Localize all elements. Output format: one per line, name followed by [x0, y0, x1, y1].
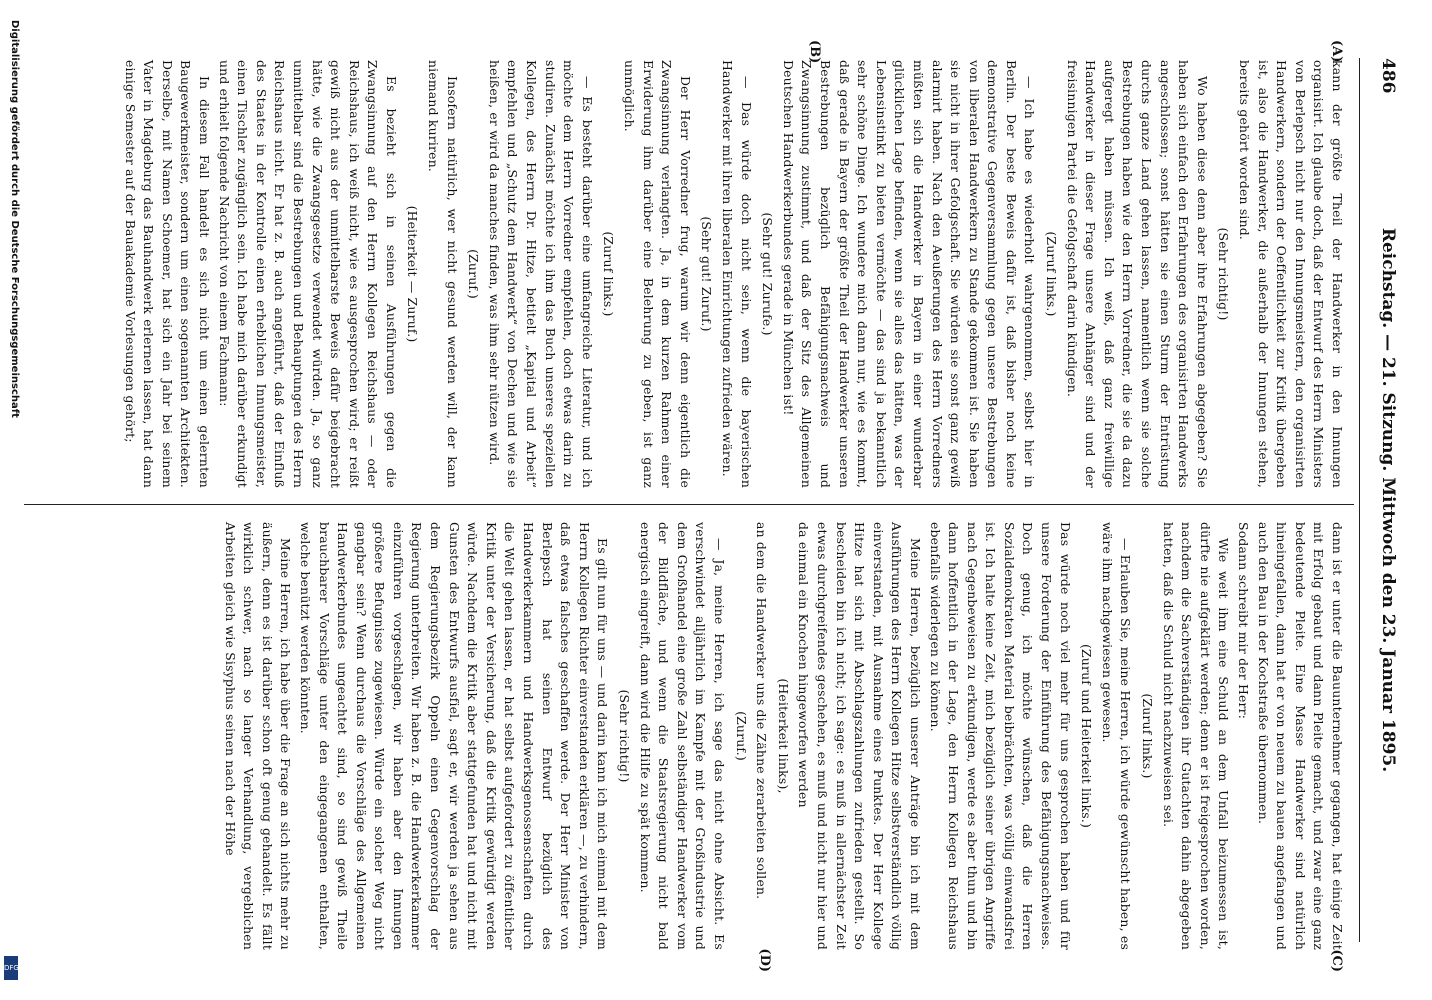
right-column — [20, 522, 1346, 950]
running-head: Reichstag. — 21. Sitzung. Mittwoch den 23. Januar 1895. — [1378, 227, 1398, 773]
paragraph: Sodann schreibt mir der Herr: — [1236, 522, 1252, 720]
paragraph: — Das würde doch nicht sein, wenn die bayerischen Handwerker mit ihren liberalen Einrichtungen zufrieden wären. — [720, 60, 754, 488]
paragraph: Es gilt nun für uns — und darin kann ich mich einmal mit dem Herrn Kollegen Richter einverstanden erklären —, zu verhindern, daß etwas falsches geschaffen werde. Der Herr Minister von Berlepsch hat seinen Entwurf bezüglich des Handwerkerkammern und Handwerksgenossenschaften durch die Welt gehen lassen, er hat selbst aufgefordert zu öffentlicher Kritik unter der Versicherung, daß die Kritik gewürdigt werden würde. Nachdem die Kritik aber stattgefunden hat und nicht mit Gunsten des Entwurfs ausfiel, sagt er, wir werden ja sehen aus dem Regierungsbezirk Oppeln einen Gegenvorschlag der Regierung unterbreiten. Wir haben z. B. die Handwerkerkammer einzuführen vorgeschlagen, wir haben aber den Innungen größere Befugnisse zugewiesen. Würde ein solcher Weg nicht gangbar sein? Wenn durchaus die Vorschläge des Allgemeinen Handwerkerbundes ungeachtet sind, so sind gewiß Theile brauchbarer Vorschläge unter den eingegangenen enthalten, welche benützt werden könnten. — [297, 522, 611, 950]
interjection: (Zuruf.) — [466, 249, 482, 299]
paragraph: an dem die Handwerker uns die Zähne zerarbeiten sollen. — [754, 522, 770, 900]
column-divider — [24, 504, 1354, 505]
footer-credit: Digitalisierung gefördert durch die Deutsche Forschungsgemeinschaft — [9, 20, 20, 418]
interjection: (Heiterkeit links), — [775, 678, 791, 794]
paragraph: Meine Herren, bezüglich unserer Anträge bin ich mit dem Ausführungen des Herrn Kollegen Hitze selbstverständlich völlig einverstanden, mit Ausnahme eines Punktes. Der Herr Kollege Hitze hat sich mit Abschlagszahlungen zufrieden gestellt. So bescheiden bin ich nicht; ich sage: es muß in allernächster Zeit etwas durchgreifendes geschehen, es muß und nicht nur hier und da einmal ein Knochen hingeworfen werden — [796, 522, 923, 950]
interjection: (Zuruf und Heiterkeit links.) — [1079, 643, 1095, 829]
paragraph: Es bezieht sich in seinen Ausführungen gegen die Zwangsinnung auf den Herrn Kollegen Reichshaus — oder Reichshaus, ich weiß nicht, wie es ausgesprochen wird; er reißt gewiß nicht aus der unmittelbarste Beweis dafür beigebracht hätte, wie die Zwangsgesetze verwendet würden. Ja, so ganz unmittelbar sind die Bestrebungen und Behauptungen des Herrn Reichshaus nicht. Er hat z. B. auch angeführt, daß der Einfluß des Staates in der Kontrolle einen erheblichen Innungsmeister, einen Tischler zugänglich sein. Ich habe mich darüber erkundigt und erhielt folgende Nachricht von einem Fachmann: — [216, 60, 399, 488]
paragraph: — Erlauben Sie, meine Herren, ich würde gewünscht haben, es wäre ihm nachgewiesen gewesen. — [1099, 522, 1134, 950]
interjection: (Zuruf.) — [733, 711, 749, 761]
section-marker-c: (C) — [1329, 949, 1344, 972]
digitization-footer — [2, 20, 20, 980]
paragraph: Wo haben diese denn aber ihre Erfahrungen abgegeben? Sie haben sich einfach den Erfahrungen des organisirten Handwerks angeschlossen; sonst hätten sie einen Sturm der Entrüstung durchs ganze Land gehen lassen, namentlich wenn sie solche Bestrebungen haben wie den Herrn Vorredner, die sie da dazu aufgeregt haben müssen. Ich weiß, daß ganz freiwillige Handwerker in dieser Frage unsere Anhänger sind und der freisinnigen Partei die Gefolgschaft darin kündigen. — [1064, 60, 1210, 488]
interjection: (Heiterkeit — Zuruf.) — [405, 205, 421, 343]
left-column — [20, 60, 1346, 488]
paragraph: dann ist er unter die Bauunternehmer gegangen, hat einige Zeit mit Erfolg gebaut und dann Pleite gemacht, und zwar eine ganz bedeutende Pleite. Eine Masse Handwerker sind natürlich hineingefallen, dann hat er von neuem zu bauen angefangen und auch den Bau in der Kochstraße übernommen. — [1255, 522, 1345, 950]
paragraph: Meine Herren, ich habe über die Frage an sich nichts mehr zu äußern, denn es ist darüber schon oft genug gehandelt. Es fällt wirklich schwer, nach so langer Verhandlung, vergeblichen Arbeiten gleich wie Sisyphus seinen nach der Höhe — [222, 522, 294, 950]
interjection: (Sehr richtig!) — [617, 689, 633, 783]
section-marker-a: (A) — [1329, 40, 1344, 63]
interjection: (Sehr gut! Zurufe.) — [760, 212, 776, 336]
interjection: (Sehr richtig!) — [1216, 227, 1232, 321]
paragraph: — Ich habe es wiederholt wahrgenommen, selbst hier in Berlin. Der beste Beweis dafür ist, daß bisher noch keine demonstrative Gegenversammlung gegen unsere Bestrebungen von liberalen Handwerkern zu Stande gekommen ist. Sie haben sie nicht in ihrer Gefolgschaft. Sie würden sie sonst ganz gewiß alarmirt haben. Nach den Aeußerungen des Herrn Vorredners müßten sich die Handwerker in Bayern in einer wunderbar glücklichen Lage befinden, wenn sie alles das hätten, was der Lebensinstinkt zu bieten vermöchte — das sind ja bekanntlich sehr schöne Dinge. Ich wundere mich dann nur, wie es kommt, daß gerade in Bayern der größte Theil der Handwerker unseren Bestrebungen bezüglich Befähigungsnachweis und Zwangsinnung zustimmt, und daß der Sitz des Allgemeinen Deutschen Handwerkerbundes gerade in München ist! — [780, 60, 1038, 488]
interjection: (Zuruf links.) — [1140, 693, 1156, 779]
paragraph: kann der größte Theil der Handwerker in den Innungen organisirt. Ich glaube doch, daß der Entwurf des Herrn Ministers von Berlepsch nicht nur den Innungsmeistern, den organisirten Handwerkern, sondern der Oeffentlichkeit zur Kritik übergeben ist, also die Handwerker, die außerhalb der Innungen stehen, bereits gehört worden sind. — [1237, 60, 1345, 488]
paragraph: — Ja, meine Herren, ich sage das nicht ohne Absicht. Es verschwindet alljährlich im Kampfe mit der Großindustrie und dem Großhandel eine große Zahl selbständiger Handwerker vom der Bildfläche, und wenn die Staatsregierung nicht bald energisch eingreift, dann wird die Hilfe zu spät kommen. — [637, 522, 727, 950]
interjection: (Sehr gut! Zuruf.) — [699, 216, 715, 332]
paragraph: In diesem Fall handelt es sich nicht um einen gelernten Baugewerkmeister, sondern um einen sogenannten Architekten. Derselbe, mit Namen Schoemer, hat sich ein Jahr bei seinem Vater in Magdeburg das Bauhandwerk erlernen lassen, hat dann einige Semester auf der Bauakademie Vorlesungen gehört; — [122, 60, 212, 488]
header-rule — [1359, 58, 1360, 942]
section-marker-d: (D) — [757, 948, 772, 972]
interjection: (Zuruf links.) — [601, 231, 617, 317]
paragraph: Das würde noch viel mehr für uns gesprochen haben und für unsere Forderung der Einführung des Befähigungsnachweises. Doch genug, ich möchte wünschen, daß die Herren Sozialdemokraten Material beibrächten, was völlig einwandsfrei ist. Ich halte keine Zeit, mich bezüglich seiner übrigen Angriffe nach Gegenbeweisen zu erkundigen, werde es aber thun und bin dann hoffentlich in der Lage, den Herrn Kollegen Reichshaus ebenfalls widerlegen zu können. — [927, 522, 1073, 950]
page-header — [1368, 58, 1398, 942]
interjection: (Zuruf links.) — [1044, 231, 1060, 317]
dfg-logo: DFG — [4, 956, 18, 980]
paragraph: Insofern natürlich, wer nicht gesund werden will, der kann niemand kuriren. — [426, 60, 460, 488]
page-number: 486 — [1378, 58, 1398, 94]
section-marker-b: (B) — [807, 40, 822, 64]
paragraph: — Es besteht darüber eine umfangreiche Literatur, und ich möchte dem Herrn Vorredner empfehlen, doch etwas darin zu studiren. Zunächst möchte ich ihm das Buch unseres speziellen Kollegen, des Herrn Dr. Hitze, betitelt „Kapital und Arbeit“ empfehlen und „Schutz dem Handwerk“ von Dechen und wie sie heißen, er wird da manches finden, was ihm sehr nützen wird. — [486, 60, 595, 488]
paragraph: Wie weit ihm eine Schuld an dem Unfall beizumessen ist, dürfte nie aufgeklärt werden; denn er ist freigesprochen worden, nachdem die Sachverständigen ihr Gutachten dahin abgegeben hatten, daß die Schuld nicht nachzuweisen sei. — [1160, 522, 1232, 950]
paragraph: Der Herr Vorredner frug, warum wir denn eigentlich die Zwangsinnung verlangten. Ja, in dem kurzen Rahmen einer Erwiderung ihm darüber eine Belehrung zu geben, ist ganz unmöglich. — [622, 60, 693, 488]
